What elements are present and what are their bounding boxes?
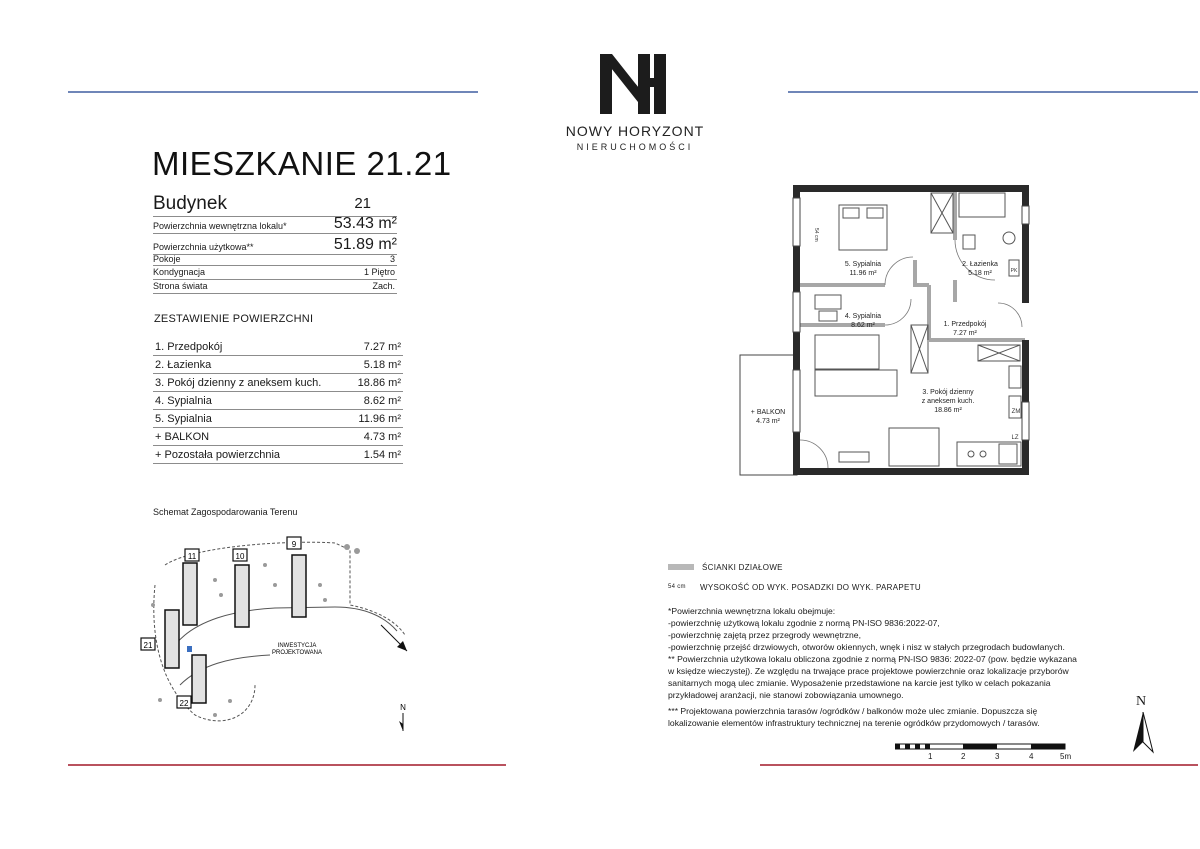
scale-label: 3	[995, 752, 1000, 761]
rooms-label: Pokoje	[153, 254, 181, 264]
note-line: sanitarnych mogą ulec zmianie. Wyposażenie przedstawione na karcie jest tylko w celach pokazania	[668, 678, 1051, 688]
room-area: 4.73 m²	[756, 418, 780, 425]
brand-subtitle: NIERUCHOMOŚCI	[576, 142, 694, 152]
top-left-rule	[68, 91, 478, 93]
area-row	[153, 446, 403, 464]
room-area: 5.18 m²	[968, 270, 992, 277]
room-area: 18.86 m²	[934, 407, 962, 414]
building-number: 10	[235, 552, 245, 561]
area-value: 1.54 m²	[363, 449, 401, 461]
appliance-label: LZ	[1011, 435, 1019, 441]
floor-north-label: N	[1136, 694, 1147, 709]
building-row	[153, 192, 397, 217]
sill-mark: 54 cm	[813, 228, 819, 242]
room-label: + BALKON	[750, 409, 786, 416]
room-area: 11.96 m²	[849, 270, 877, 277]
note-line: *** Projektowana powierzchnia tarasów /ogródków / balkonów może ulec zmianie. Dopuszcza się	[668, 706, 1038, 716]
note-line: -powierzchnię użytkową lokalu zgodnie z normą PN-ISO 9836:2022-07,	[668, 618, 940, 628]
room-label: 2. Łazienka	[962, 261, 998, 268]
site-north-label: N	[400, 703, 406, 712]
scale-label: 5m	[1060, 752, 1072, 761]
orientation-row	[153, 279, 397, 294]
building-number: 22	[179, 699, 189, 708]
site-plan-title: Schemat Zagospodarowania Terenu	[153, 507, 298, 517]
brand-name: NOWY HORYZONT	[565, 123, 705, 139]
floor-label: Kondygnacja	[153, 267, 206, 277]
scale-label: 4	[1029, 752, 1034, 761]
legend-sill-mark: 54 cm	[668, 584, 686, 590]
usable-area-row	[153, 233, 397, 255]
area-value: 5.18 m²	[363, 359, 401, 371]
note-line: -powierzchnię zajętą przez przegrody wewnętrzne,	[668, 630, 861, 640]
floor-plan	[735, 180, 1035, 480]
note-line: *Powierzchnia wewnętrzna lokalu obejmuje:	[668, 606, 836, 616]
orientation-label: Strona świata	[153, 281, 208, 291]
legend-sill-text: WYSOKOŚĆ OD WYK. POSADZKI DO WYK. PARAPETU	[700, 583, 921, 592]
usable-area-label: Powierzchnia użytkowa**	[153, 242, 254, 252]
bottom-right-rule	[760, 764, 1198, 766]
partition-wall-swatch	[668, 564, 694, 570]
room-label: 4. Sypialnia	[844, 313, 882, 320]
area-row	[153, 392, 403, 410]
building-label: Budynek	[153, 193, 227, 214]
top-right-rule	[788, 91, 1198, 93]
area-name: 2. Łazienka	[155, 359, 212, 371]
area-value: 4.73 m²	[363, 431, 401, 443]
appliance-label: ZM	[1011, 409, 1021, 415]
note-line: przykładowej aranżacji, nie stanowi zobowiązania umownego.	[668, 690, 904, 700]
scale-bar	[895, 742, 1075, 752]
note-line: -powierzchnię przejść drzwiowych, otworów okiennych, wnęk i nisz w stałych przegrodach budowlanych.	[668, 642, 1065, 652]
investment-label-line1: INWESTYCJA	[277, 643, 317, 649]
orientation-value: Zach.	[372, 281, 395, 291]
area-value: 7.27 m²	[363, 341, 401, 353]
note-line: lokalizowanie elementów infrastruktury technicznej na terenie ogródków przydomowych / tarasów.	[668, 718, 1040, 728]
investment-label-line2: PROJEKTOWANA	[271, 650, 323, 656]
room-label: 3. Pokój dzienny	[922, 389, 974, 396]
rooms-value: 3	[389, 254, 395, 264]
area-value: 11.96 m²	[358, 413, 401, 425]
area-row	[153, 410, 403, 428]
site-plan-map	[135, 525, 425, 745]
scale-label: 1	[928, 752, 933, 761]
floor-row	[153, 265, 397, 280]
area-name: + Pozostała powierzchnia	[155, 449, 281, 461]
room-area: 8.62 m²	[851, 322, 875, 329]
scale-label: 2	[961, 752, 966, 761]
bottom-left-rule	[68, 764, 506, 766]
room-label: 5. Sypialnia	[844, 261, 882, 268]
summary-title: ZESTAWIENIE POWIERZCHNI	[154, 313, 314, 325]
room-area: 7.27 m²	[953, 330, 977, 337]
building-number: 21	[143, 641, 153, 650]
room-label: 1. Przedpokój	[943, 321, 987, 328]
internal-area-row	[153, 216, 397, 234]
company-logo	[590, 50, 680, 120]
internal-area-label: Powierzchnia wewnętrzna lokalu*	[153, 221, 287, 231]
area-value: 8.62 m²	[363, 395, 401, 407]
area-row	[153, 428, 403, 446]
area-value: 18.86 m²	[357, 377, 401, 389]
area-row	[153, 356, 403, 374]
apartment-title: MIESZKANIE 21.21	[152, 145, 452, 182]
area-name: 3. Pokój dzienny z aneksem kuch.	[155, 377, 322, 389]
area-row	[153, 338, 403, 356]
area-name: + BALKON	[155, 431, 210, 443]
area-row	[153, 374, 403, 392]
area-name: 5. Sypialnia	[155, 413, 212, 425]
room-label: z aneksem kuch.	[921, 398, 975, 405]
building-value: 21	[354, 195, 371, 212]
area-name: 1. Przedpokój	[155, 341, 223, 353]
internal-area-value: 53.43 m²	[333, 215, 397, 232]
north-arrow-icon	[1128, 712, 1158, 754]
floor-value: 1 Piętro	[363, 267, 395, 277]
area-name: 4. Sypialnia	[155, 395, 212, 407]
appliance-label: PK	[1010, 268, 1018, 274]
note-line: ** Powierzchnia użytkowa lokalu obliczona zgodnie z normą PN-ISO 9836: 2022-07 (pow. będzie wykazana	[668, 654, 1077, 664]
building-number: 9	[291, 540, 297, 549]
usable-area-value: 51.89 m²	[333, 236, 397, 253]
note-line: w księdze wieczystej). Ze względu na trwające prace projektowe powierzchnie oraz lokalizacje przyborów	[668, 666, 1069, 676]
legend-walls: ŚCIANKI DZIAŁOWE	[702, 563, 783, 572]
building-number: 11	[187, 552, 197, 561]
